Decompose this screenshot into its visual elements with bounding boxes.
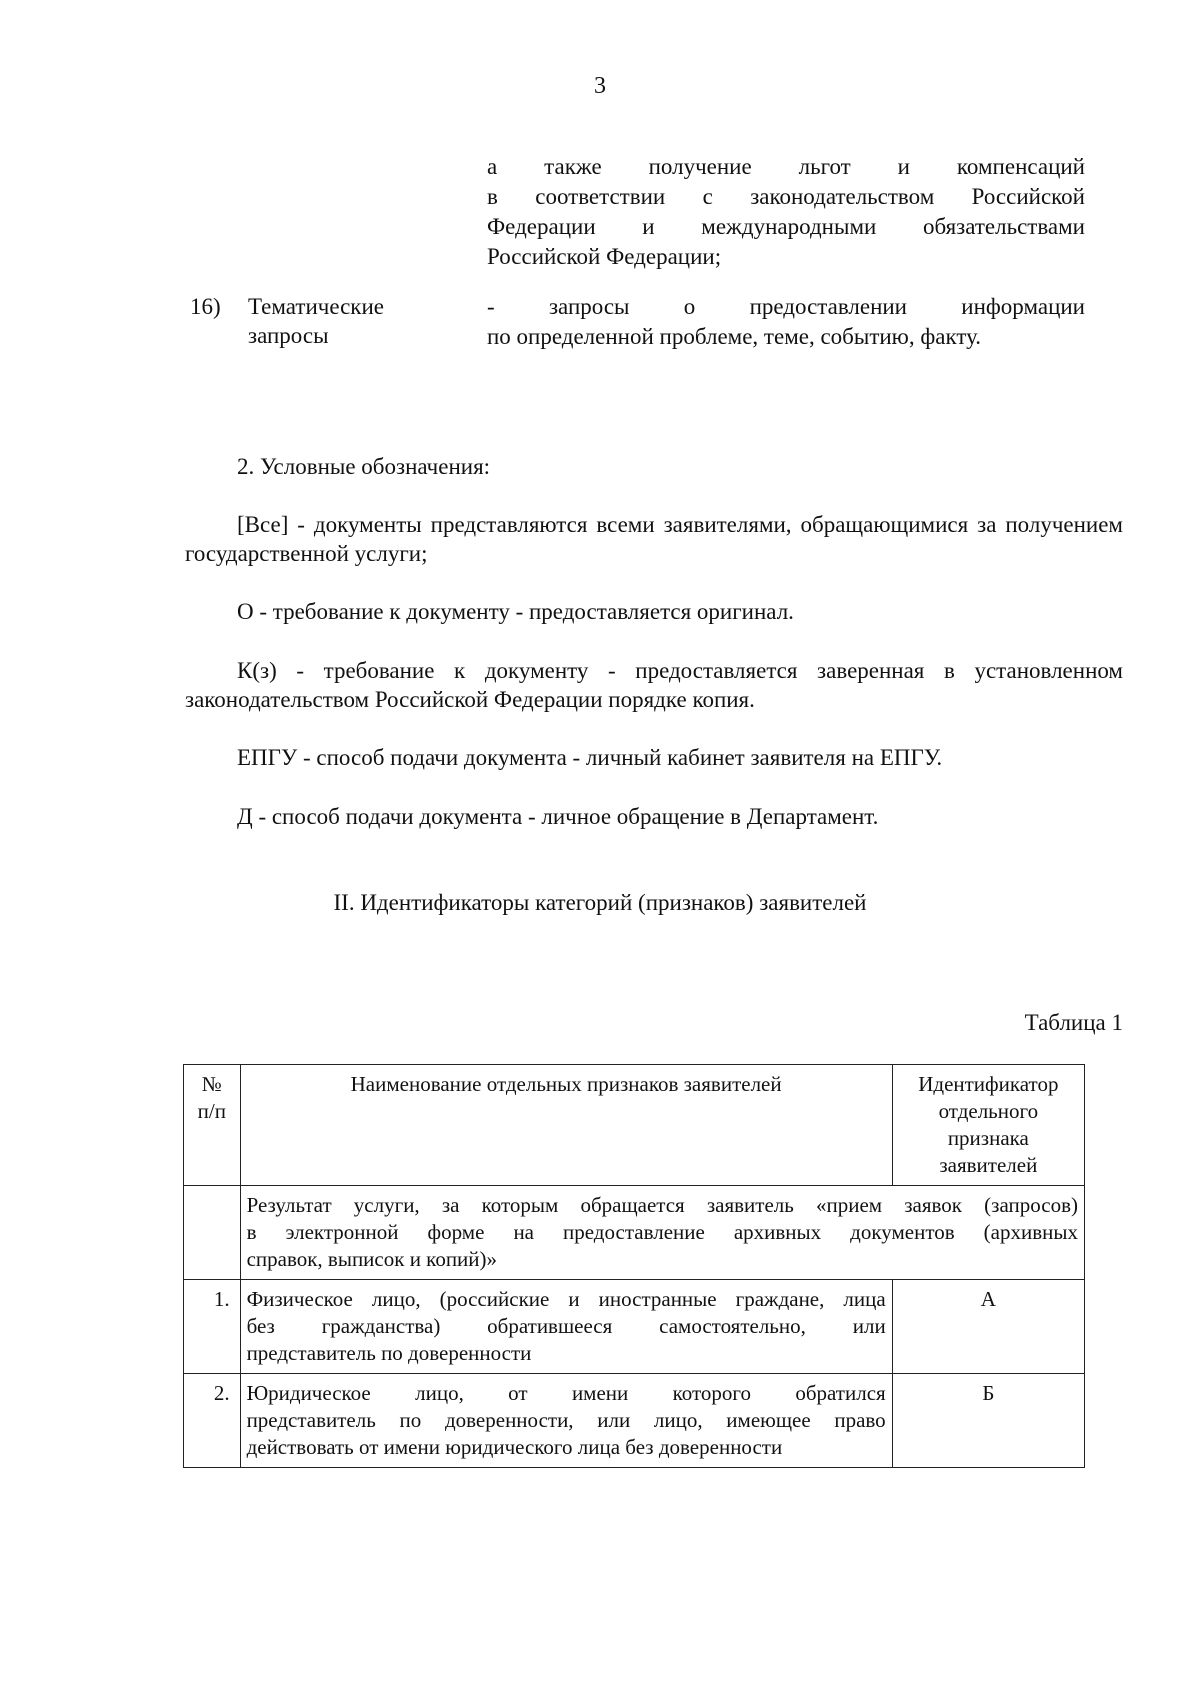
row-number: 1.	[184, 1280, 241, 1374]
legend-heading	[185, 452, 1123, 481]
row-name	[240, 1280, 892, 1374]
term-line: запросы	[248, 323, 329, 348]
legend-text: О - требование к документу - предоставляется оригинал.	[237, 599, 794, 624]
legend-item	[185, 802, 1123, 831]
table-row	[184, 1280, 1085, 1374]
legend-item	[185, 656, 1123, 714]
row-number: 2.	[184, 1374, 241, 1468]
table-row	[184, 1186, 1085, 1280]
term-line: Тематические	[248, 294, 385, 319]
text-line: - запросы о предоставлении информации	[487, 294, 1085, 319]
cell-line: справок, выписок и копий)»	[246, 1247, 498, 1271]
table-label: Таблица 1	[1024, 1010, 1123, 1035]
header-line: п/п	[197, 1099, 226, 1123]
header-name: Наименование отдельных признаков заявителей	[240, 1065, 892, 1186]
legend-text: Д - способ подачи документа - личное обращение в Департамент.	[237, 804, 879, 829]
section-heading: II. Идентификаторы категорий (признаков) заявителей	[333, 890, 867, 915]
cell-line: Физическое лицо, (российские и иностранные граждане, лица	[246, 1287, 886, 1311]
item-number: 16)	[190, 294, 221, 319]
text-line: Российской Федерации;	[487, 244, 722, 269]
legend-item	[185, 743, 1123, 772]
applicant-identifiers-table	[183, 1064, 1085, 1468]
table-row	[184, 1374, 1085, 1468]
cell-line: без гражданства) обратившееся самостоятельно, или	[246, 1314, 886, 1338]
cell-line: действовать от имени юридического лица без доверенности	[246, 1435, 783, 1459]
header-line: заявителей	[939, 1153, 1038, 1177]
page-number: 3	[594, 73, 606, 99]
legend-text: К(з) - требование к документу - предоставляется заверенная в установленном законодательством Российской Федерации порядке копия.	[185, 658, 1123, 712]
header-line: отдельного	[938, 1099, 1039, 1123]
cell-line: Результат услуги, за которым обращается заявитель «прием заявок (запросов)	[246, 1193, 1078, 1217]
item-definition	[487, 292, 1085, 352]
result-cell	[240, 1186, 1084, 1280]
legend-text: [Все] - документы представляются всеми заявителями, обращающимися за получением государственной услуги;	[185, 512, 1123, 566]
cell-line: представитель по доверенности	[246, 1341, 532, 1365]
text-line: Федерации и международными обязательствами	[487, 214, 1085, 239]
legend-item	[185, 510, 1123, 568]
cell-line: Юридическое лицо, от имени которого обратился	[246, 1381, 886, 1405]
text-line: по определенной проблеме, теме, событию, факту.	[487, 324, 982, 349]
legend-text: ЕПГУ - способ подачи документа - личный кабинет заявителя на ЕПГУ.	[237, 745, 943, 770]
text-line: в соответствии с законодательством Российской	[487, 184, 1085, 209]
header-line: признака	[947, 1126, 1029, 1150]
heading-text: 2. Условные обозначения:	[237, 454, 491, 479]
row-identifier: Б	[892, 1374, 1084, 1468]
header-line: №	[201, 1072, 222, 1096]
cell-line: представитель по доверенности, или лицо, имеющее право	[246, 1408, 886, 1432]
cell-line: в электронной форме на предоставление архивных документов (архивных	[246, 1220, 1078, 1244]
header-id	[892, 1065, 1084, 1186]
text-line: а также получение льгот и компенсаций	[487, 154, 1085, 179]
header-num	[184, 1065, 241, 1186]
header-line: Идентификатор	[918, 1072, 1059, 1096]
empty-cell	[184, 1186, 241, 1280]
item-term	[248, 292, 448, 350]
legend-item	[185, 597, 1123, 626]
table-header-row	[184, 1065, 1085, 1186]
row-identifier: А	[892, 1280, 1084, 1374]
row-name	[240, 1374, 892, 1468]
definition-continuation	[487, 152, 1085, 272]
